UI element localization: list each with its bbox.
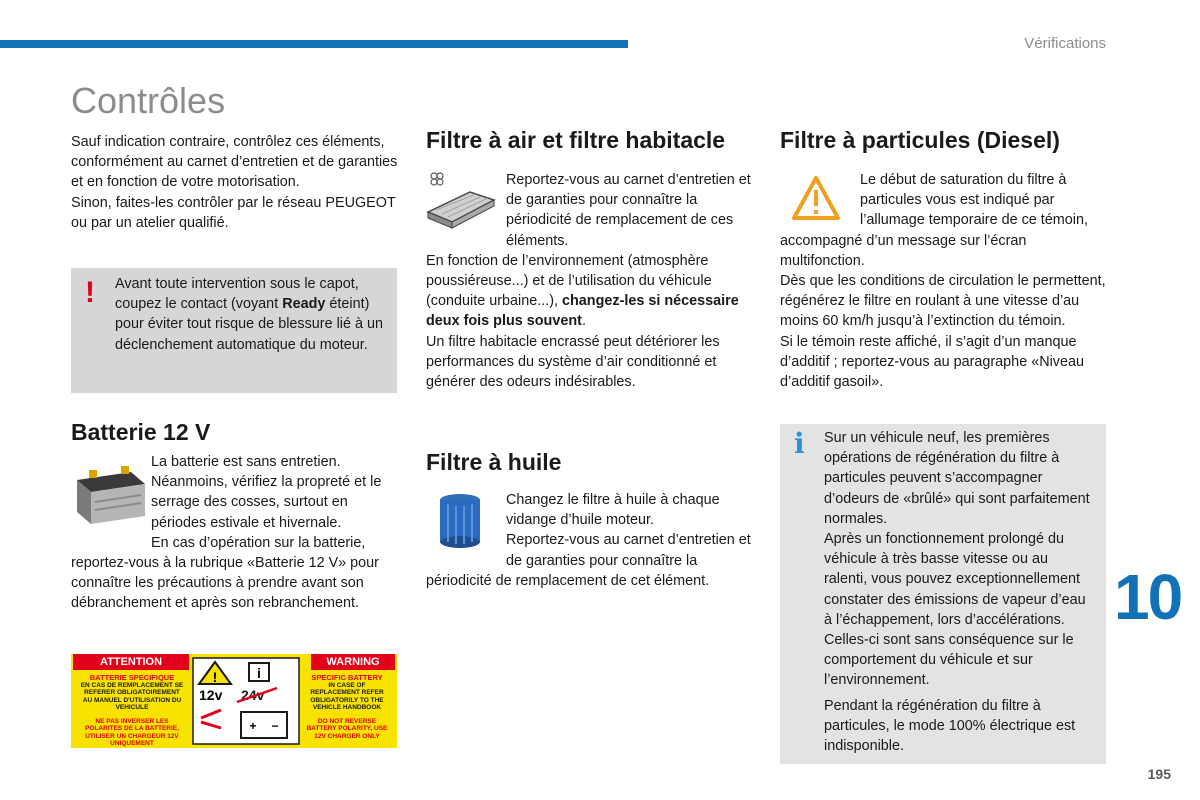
battery-paragraph-1: La batterie est sans entretien. <box>151 454 341 470</box>
exclamation-icon: ! <box>85 276 95 309</box>
label-warning: WARNING <box>311 654 395 670</box>
intro-paragraph-2: Sinon, faites-les contrôler par le réseau PEUGEOT ou par un atelier qualifié. <box>71 194 396 231</box>
chapter-number: 10 <box>1114 561 1182 633</box>
page-number: 195 <box>1147 766 1171 782</box>
info-paragraph-3: Pendant la régénération du filtre à particules, le mode 100% électrique est indisponible. <box>824 697 1076 755</box>
svg-text:24v: 24v <box>241 687 265 703</box>
svg-text:i: i <box>257 665 261 681</box>
page-title: Contrôles <box>71 80 226 121</box>
particle-filter-paragraph-1: Le début de saturation du filtre à particules vous est indiqué par l’allumage temporaire de ce témoin, accompagné d’un message sur l’écran multifonction. <box>780 172 1088 269</box>
section-name: Vérifications <box>1024 35 1106 52</box>
alert-box <box>71 268 397 393</box>
oil-filter-title: Filtre à huile <box>426 449 562 475</box>
air-filter-paragraph-2: En fonction de l’environnement (atmosphère poussiéreuse...) et de l’utilisation du véhicule (conduite urbaine...), changez-les si nécessaire deux fois plus souvent. <box>426 252 739 330</box>
svg-text:!: ! <box>212 669 218 685</box>
header-bar <box>0 40 628 48</box>
intro-paragraph-1: Sauf indication contraire, contrôlez ces éléments, conformément au carnet d’entretien et de garanties et en fonction de votre motorisation. <box>71 134 398 191</box>
label-attention: ATTENTION <box>73 654 189 670</box>
battery-title: Batterie 12 V <box>71 419 211 445</box>
air-filter-paragraph-1: Reportez-vous au carnet d’entretien et de garanties pour connaître la périodicité de remplacement de ces éléments. <box>506 172 751 249</box>
particle-filter-title: Filtre à particules (Diesel) <box>780 127 1060 153</box>
oil-filter-paragraph-2: Reportez-vous au carnet d’entretien et de garanties pour connaître la périodicité de remplacement de cet élément. <box>426 532 751 589</box>
oil-filter-section <box>426 448 756 591</box>
air-filter-paragraph-3: Un filtre habitacle encrassé peut détériorer les performances du système d’air conditionné et générer des odeurs indésirables. <box>426 333 720 391</box>
battery-section <box>71 452 398 614</box>
particle-filter-section <box>780 126 1110 392</box>
battery-paragraph-3: En cas d’opération sur la batterie, reportez-vous à la rubrique «Batterie 12 V» pour connaître les précautions à prendre avant son débranchement et après son rebranchement. <box>71 534 379 612</box>
battery-icon <box>71 458 149 528</box>
svg-text:12v: 12v <box>199 687 223 703</box>
air-filter-title: Filtre à air et filtre habitacle <box>426 127 726 153</box>
warning-triangle-icon <box>780 170 850 230</box>
info-paragraph-1: Sur un véhicule neuf, les premières opérations de régénération du filtre à particules peuvent s’accompagner d’odeurs de «brûlé» qui sont parfaitement normales. <box>824 430 1090 527</box>
air-filter-icon <box>426 170 496 236</box>
oil-filter-icon <box>426 490 496 552</box>
oil-filter-paragraph-1: Changez le filtre à huile à chaque vidange d’huile moteur. <box>506 492 720 529</box>
battery-paragraph-2: Néanmoins, vérifiez la propreté et le serrage des cosses, surtout en périodes estivale et hivernale. <box>151 474 382 531</box>
label-left-text: BATTERIE SPECIFIQUE EN CAS DE REMPLACEMENT SE REFERER OBLIGATOIREMENT AU MANUEL D'UTILISATION DU VEHICULE NE PAS INVERSER LES POLARITES DE LA BATTERIE, UTILISER UN CHARGEUR 12V UNIQUEMENT <box>80 673 184 747</box>
svg-text:+: + <box>249 719 257 733</box>
air-filter-section <box>426 126 756 392</box>
info-paragraph-2: Après un fonctionnement prolongé du véhicule à très basse vitesse ou au ralenti, vous pouvez exceptionnellement constater des émissions de vapeur d’eau à l’échappement, lors d’accélérations. Celles-ci sont sans conséquence sur le comportement du véhicule et sur l’environnement. <box>824 531 1086 689</box>
particle-filter-paragraph-2: Dès que les conditions de circulation le permettent, régénérez le filtre en roulant à une vitesse d’au moins 60 km/h jusqu’à l’extinction du témoin. <box>780 273 1106 330</box>
battery-warning-label <box>71 654 397 748</box>
intro-text <box>71 132 398 233</box>
label-right-text: SPECIFIC BATTERY IN CASE OF REPLACEMENT REFER OBLIGATORILY TO THE VEHICLE HANDBOOK DO NOT REVERSE BATTERY POLARITY, USE 12V CHARGER ONLY <box>306 673 388 740</box>
info-icon: i <box>794 427 805 460</box>
alert-text: Avant toute intervention sous le capot, coupez le contact (voyant Ready éteint) pour éviter tout risque de blessure lié à un déclenchement automatique du moteur. <box>115 276 383 353</box>
particle-filter-paragraph-3: Si le témoin reste affiché, il s’agit d’un manque d’additif ; reportez-vous au paragraphe «Niveau d’additif gasoil». <box>780 333 1084 391</box>
svg-text:−: − <box>271 719 279 733</box>
label-pictograms <box>191 656 301 746</box>
info-box <box>780 424 1106 764</box>
